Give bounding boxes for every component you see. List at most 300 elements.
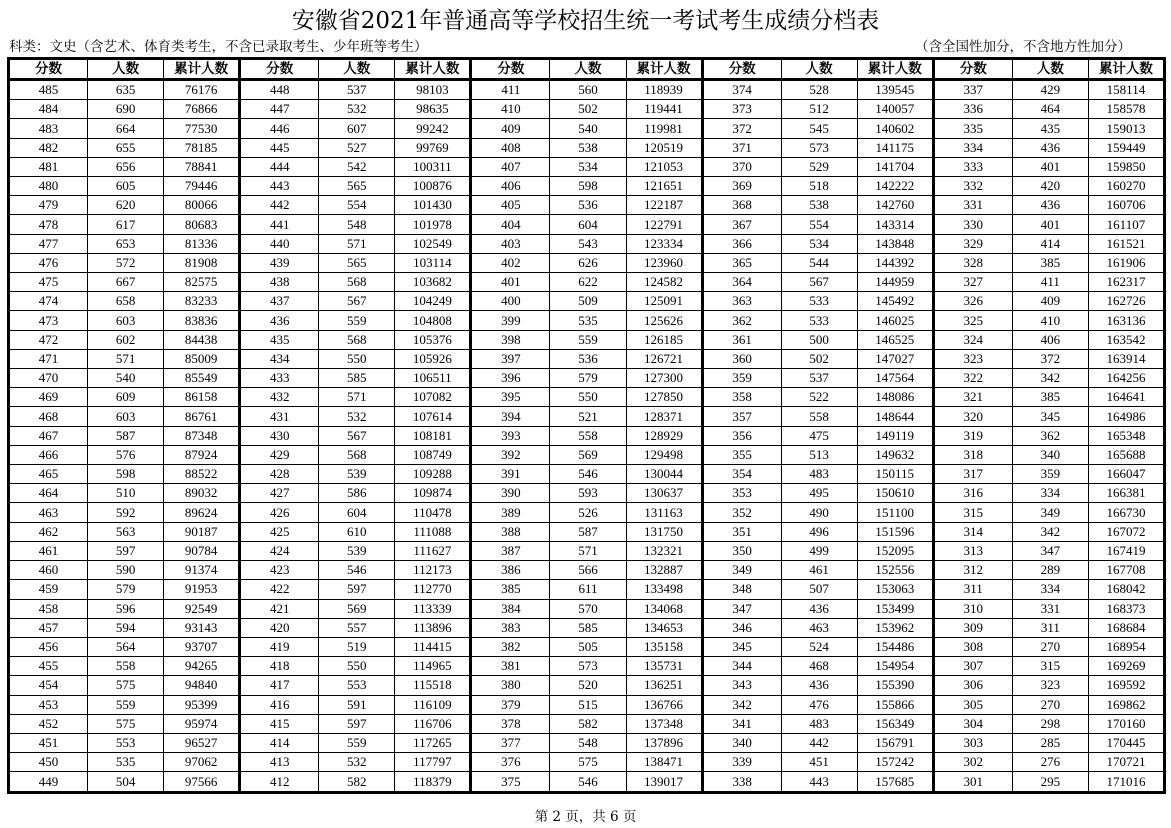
table-row xyxy=(9,196,1165,215)
score-cell: 326 xyxy=(933,292,1012,311)
count-cell: 524 xyxy=(781,637,857,656)
count-cell: 409 xyxy=(1012,292,1088,311)
score-cell: 307 xyxy=(933,657,1012,676)
count-cell: 543 xyxy=(550,234,626,253)
count-cell: 653 xyxy=(88,234,164,253)
score-cell: 435 xyxy=(240,330,319,349)
score-cell: 440 xyxy=(240,234,319,253)
cumulative-cell: 132321 xyxy=(626,541,702,560)
count-cell: 475 xyxy=(781,426,857,445)
score-cell: 368 xyxy=(702,196,781,215)
score-cell: 464 xyxy=(9,484,88,503)
cumulative-cell: 130637 xyxy=(626,484,702,503)
count-cell: 359 xyxy=(1012,465,1088,484)
cumulative-cell: 95399 xyxy=(164,695,240,714)
count-cell: 558 xyxy=(550,426,626,445)
score-cell: 310 xyxy=(933,599,1012,618)
cumulative-cell: 81336 xyxy=(164,234,240,253)
count-cell: 535 xyxy=(88,753,164,772)
score-cell: 404 xyxy=(471,215,550,234)
cumulative-cell: 152556 xyxy=(857,561,933,580)
count-cell: 587 xyxy=(88,426,164,445)
count-cell: 505 xyxy=(550,637,626,656)
cumulative-cell: 168042 xyxy=(1088,580,1164,599)
cumulative-cell: 167072 xyxy=(1088,522,1164,541)
count-cell: 598 xyxy=(88,465,164,484)
count-cell: 510 xyxy=(88,484,164,503)
count-cell: 323 xyxy=(1012,676,1088,695)
count-cell: 532 xyxy=(319,407,395,426)
cumulative-cell: 96527 xyxy=(164,733,240,752)
cumulative-cell: 155390 xyxy=(857,676,933,695)
score-cell: 453 xyxy=(9,695,88,714)
count-cell: 565 xyxy=(319,177,395,196)
cumulative-cell: 166381 xyxy=(1088,484,1164,503)
table-row xyxy=(9,772,1165,793)
cumulative-cell: 171016 xyxy=(1088,772,1164,793)
count-cell: 535 xyxy=(550,311,626,330)
cumulative-cell: 150115 xyxy=(857,465,933,484)
score-cell: 468 xyxy=(9,407,88,426)
cumulative-cell: 169269 xyxy=(1088,657,1164,676)
cumulative-cell: 164641 xyxy=(1088,388,1164,407)
score-cell: 386 xyxy=(471,561,550,580)
score-cell: 461 xyxy=(9,541,88,560)
score-cell: 443 xyxy=(240,177,319,196)
count-cell: 461 xyxy=(781,561,857,580)
score-cell: 316 xyxy=(933,484,1012,503)
count-cell: 311 xyxy=(1012,618,1088,637)
score-cell: 412 xyxy=(240,772,319,793)
count-cell: 565 xyxy=(319,253,395,272)
table-row xyxy=(9,100,1165,119)
score-cell: 347 xyxy=(702,599,781,618)
count-cell: 585 xyxy=(550,618,626,637)
score-cell: 424 xyxy=(240,541,319,560)
score-cell: 399 xyxy=(471,311,550,330)
count-cell: 463 xyxy=(781,618,857,637)
cumulative-cell: 104808 xyxy=(395,311,471,330)
count-cell: 554 xyxy=(781,215,857,234)
header-count-5: 人数 xyxy=(1012,59,1088,80)
count-cell: 410 xyxy=(1012,311,1088,330)
count-cell: 528 xyxy=(781,80,857,100)
score-cell: 355 xyxy=(702,445,781,464)
cumulative-cell: 154954 xyxy=(857,657,933,676)
cumulative-cell: 99769 xyxy=(395,138,471,157)
cumulative-cell: 90784 xyxy=(164,541,240,560)
score-cell: 427 xyxy=(240,484,319,503)
cumulative-cell: 142760 xyxy=(857,196,933,215)
cumulative-cell: 144959 xyxy=(857,273,933,292)
count-cell: 443 xyxy=(781,772,857,793)
score-cell: 371 xyxy=(702,138,781,157)
score-cell: 428 xyxy=(240,465,319,484)
cumulative-cell: 89032 xyxy=(164,484,240,503)
cumulative-cell: 94840 xyxy=(164,676,240,695)
count-cell: 609 xyxy=(88,388,164,407)
score-cell: 367 xyxy=(702,215,781,234)
cumulative-cell: 161521 xyxy=(1088,234,1164,253)
count-cell: 564 xyxy=(88,637,164,656)
cumulative-cell: 137348 xyxy=(626,714,702,733)
cumulative-cell: 79446 xyxy=(164,177,240,196)
score-cell: 400 xyxy=(471,292,550,311)
cumulative-cell: 136766 xyxy=(626,695,702,714)
cumulative-cell: 164256 xyxy=(1088,369,1164,388)
table-row xyxy=(9,349,1165,368)
table-row xyxy=(9,215,1165,234)
cumulative-cell: 80066 xyxy=(164,196,240,215)
count-cell: 385 xyxy=(1012,388,1088,407)
score-cell: 320 xyxy=(933,407,1012,426)
cumulative-cell: 158578 xyxy=(1088,100,1164,119)
count-cell: 519 xyxy=(319,637,395,656)
count-cell: 554 xyxy=(319,196,395,215)
score-cell: 321 xyxy=(933,388,1012,407)
score-cell: 359 xyxy=(702,369,781,388)
cumulative-cell: 167708 xyxy=(1088,561,1164,580)
cumulative-cell: 141175 xyxy=(857,138,933,157)
count-cell: 602 xyxy=(88,330,164,349)
cumulative-cell: 80683 xyxy=(164,215,240,234)
count-cell: 436 xyxy=(781,676,857,695)
score-cell: 420 xyxy=(240,618,319,637)
count-cell: 537 xyxy=(319,80,395,100)
table-row xyxy=(9,253,1165,272)
cumulative-cell: 111627 xyxy=(395,541,471,560)
cumulative-cell: 169862 xyxy=(1088,695,1164,714)
score-cell: 448 xyxy=(240,80,319,100)
page-number: 第 2 页，共 6 页 xyxy=(534,809,637,825)
cumulative-cell: 76866 xyxy=(164,100,240,119)
table-row xyxy=(9,599,1165,618)
count-cell: 372 xyxy=(1012,349,1088,368)
bonus-note: （含全国性加分，不含地方性加分） xyxy=(915,39,1131,55)
count-cell: 546 xyxy=(319,561,395,580)
table-row xyxy=(9,561,1165,580)
cumulative-cell: 167419 xyxy=(1088,541,1164,560)
score-cell: 303 xyxy=(933,733,1012,752)
score-cell: 471 xyxy=(9,349,88,368)
score-distribution-table xyxy=(7,57,1166,794)
cumulative-cell: 115518 xyxy=(395,676,471,695)
count-cell: 533 xyxy=(781,292,857,311)
cumulative-cell: 78841 xyxy=(164,157,240,176)
count-cell: 468 xyxy=(781,657,857,676)
count-cell: 298 xyxy=(1012,714,1088,733)
score-cell: 442 xyxy=(240,196,319,215)
count-cell: 276 xyxy=(1012,753,1088,772)
cumulative-cell: 85549 xyxy=(164,369,240,388)
score-cell: 325 xyxy=(933,311,1012,330)
score-cell: 425 xyxy=(240,522,319,541)
table-row xyxy=(9,138,1165,157)
count-cell: 626 xyxy=(550,253,626,272)
count-cell: 534 xyxy=(781,234,857,253)
score-cell: 346 xyxy=(702,618,781,637)
cumulative-cell: 147564 xyxy=(857,369,933,388)
table-row xyxy=(9,445,1165,464)
table-row xyxy=(9,637,1165,656)
cumulative-cell: 87924 xyxy=(164,445,240,464)
score-cell: 432 xyxy=(240,388,319,407)
score-cell: 433 xyxy=(240,369,319,388)
score-cell: 337 xyxy=(933,80,1012,100)
cumulative-cell: 131750 xyxy=(626,522,702,541)
cumulative-cell: 81908 xyxy=(164,253,240,272)
score-cell: 403 xyxy=(471,234,550,253)
table-row xyxy=(9,426,1165,445)
score-cell: 373 xyxy=(702,100,781,119)
count-cell: 594 xyxy=(88,618,164,637)
cumulative-cell: 118379 xyxy=(395,772,471,793)
score-cell: 302 xyxy=(933,753,1012,772)
cumulative-cell: 119981 xyxy=(626,119,702,138)
count-cell: 342 xyxy=(1012,522,1088,541)
score-cell: 327 xyxy=(933,273,1012,292)
score-cell: 405 xyxy=(471,196,550,215)
count-cell: 518 xyxy=(781,177,857,196)
count-cell: 499 xyxy=(781,541,857,560)
table-row xyxy=(9,177,1165,196)
count-cell: 529 xyxy=(781,157,857,176)
table-row xyxy=(9,503,1165,522)
count-cell: 605 xyxy=(88,177,164,196)
score-cell: 447 xyxy=(240,100,319,119)
cumulative-cell: 107082 xyxy=(395,388,471,407)
count-cell: 597 xyxy=(319,580,395,599)
count-cell: 548 xyxy=(319,215,395,234)
count-cell: 401 xyxy=(1012,215,1088,234)
cumulative-cell: 91953 xyxy=(164,580,240,599)
score-cell: 398 xyxy=(471,330,550,349)
count-cell: 597 xyxy=(88,541,164,560)
count-cell: 607 xyxy=(319,119,395,138)
cumulative-cell: 142222 xyxy=(857,177,933,196)
cumulative-cell: 143314 xyxy=(857,215,933,234)
count-cell: 542 xyxy=(319,157,395,176)
table-row xyxy=(9,388,1165,407)
count-cell: 655 xyxy=(88,138,164,157)
cumulative-cell: 102549 xyxy=(395,234,471,253)
score-cell: 419 xyxy=(240,637,319,656)
score-cell: 384 xyxy=(471,599,550,618)
cumulative-cell: 88522 xyxy=(164,465,240,484)
cumulative-cell: 104249 xyxy=(395,292,471,311)
score-cell: 334 xyxy=(933,138,1012,157)
count-cell: 563 xyxy=(88,522,164,541)
cumulative-cell: 170445 xyxy=(1088,733,1164,752)
cumulative-cell: 138471 xyxy=(626,753,702,772)
cumulative-cell: 148086 xyxy=(857,388,933,407)
cumulative-cell: 109288 xyxy=(395,465,471,484)
count-cell: 591 xyxy=(319,695,395,714)
count-cell: 420 xyxy=(1012,177,1088,196)
count-cell: 592 xyxy=(88,503,164,522)
cumulative-cell: 151100 xyxy=(857,503,933,522)
score-cell: 451 xyxy=(9,733,88,752)
count-cell: 526 xyxy=(550,503,626,522)
count-cell: 567 xyxy=(319,426,395,445)
cumulative-cell: 101978 xyxy=(395,215,471,234)
cumulative-cell: 92549 xyxy=(164,599,240,618)
score-cell: 309 xyxy=(933,618,1012,637)
score-cell: 477 xyxy=(9,234,88,253)
table-row xyxy=(9,580,1165,599)
score-cell: 478 xyxy=(9,215,88,234)
count-cell: 342 xyxy=(1012,369,1088,388)
score-cell: 408 xyxy=(471,138,550,157)
count-cell: 559 xyxy=(319,311,395,330)
score-cell: 335 xyxy=(933,119,1012,138)
cumulative-cell: 114965 xyxy=(395,657,471,676)
score-cell: 391 xyxy=(471,465,550,484)
count-cell: 362 xyxy=(1012,426,1088,445)
score-cell: 378 xyxy=(471,714,550,733)
count-cell: 567 xyxy=(781,273,857,292)
count-cell: 603 xyxy=(88,311,164,330)
cumulative-cell: 127850 xyxy=(626,388,702,407)
header-score-4: 分数 xyxy=(702,59,781,80)
score-cell: 370 xyxy=(702,157,781,176)
cumulative-cell: 103682 xyxy=(395,273,471,292)
header-score-5: 分数 xyxy=(933,59,1012,80)
count-cell: 509 xyxy=(550,292,626,311)
score-cell: 308 xyxy=(933,637,1012,656)
count-cell: 539 xyxy=(319,465,395,484)
header-cumulative-1: 累计人数 xyxy=(164,59,240,80)
score-cell: 411 xyxy=(471,80,550,100)
count-cell: 604 xyxy=(550,215,626,234)
cumulative-cell: 83233 xyxy=(164,292,240,311)
score-cell: 381 xyxy=(471,657,550,676)
score-cell: 357 xyxy=(702,407,781,426)
cumulative-cell: 112770 xyxy=(395,580,471,599)
cumulative-cell: 84438 xyxy=(164,330,240,349)
count-cell: 598 xyxy=(550,177,626,196)
count-cell: 522 xyxy=(781,388,857,407)
table-row xyxy=(9,733,1165,752)
cumulative-cell: 146525 xyxy=(857,330,933,349)
score-cell: 306 xyxy=(933,676,1012,695)
cumulative-cell: 156349 xyxy=(857,714,933,733)
count-cell: 270 xyxy=(1012,695,1088,714)
cumulative-cell: 124582 xyxy=(626,273,702,292)
cumulative-cell: 159449 xyxy=(1088,138,1164,157)
score-cell: 415 xyxy=(240,714,319,733)
score-cell: 376 xyxy=(471,753,550,772)
cumulative-cell: 162317 xyxy=(1088,273,1164,292)
header-cumulative-4: 累计人数 xyxy=(857,59,933,80)
score-cell: 324 xyxy=(933,330,1012,349)
cumulative-cell: 113896 xyxy=(395,618,471,637)
count-cell: 513 xyxy=(781,445,857,464)
score-cell: 358 xyxy=(702,388,781,407)
cumulative-cell: 129498 xyxy=(626,445,702,464)
cumulative-cell: 170721 xyxy=(1088,753,1164,772)
score-cell: 467 xyxy=(9,426,88,445)
cumulative-cell: 128929 xyxy=(626,426,702,445)
score-cell: 463 xyxy=(9,503,88,522)
count-cell: 411 xyxy=(1012,273,1088,292)
score-cell: 348 xyxy=(702,580,781,599)
score-cell: 332 xyxy=(933,177,1012,196)
table-row xyxy=(9,618,1165,637)
cumulative-cell: 78185 xyxy=(164,138,240,157)
count-cell: 610 xyxy=(319,522,395,541)
cumulative-cell: 82575 xyxy=(164,273,240,292)
cumulative-cell: 160706 xyxy=(1088,196,1164,215)
score-cell: 457 xyxy=(9,618,88,637)
count-cell: 550 xyxy=(550,388,626,407)
count-cell: 436 xyxy=(1012,138,1088,157)
score-cell: 338 xyxy=(702,772,781,793)
cumulative-cell: 140057 xyxy=(857,100,933,119)
cumulative-cell: 168954 xyxy=(1088,637,1164,656)
cumulative-cell: 162726 xyxy=(1088,292,1164,311)
count-cell: 548 xyxy=(550,733,626,752)
score-cell: 354 xyxy=(702,465,781,484)
count-cell: 406 xyxy=(1012,330,1088,349)
cumulative-cell: 121053 xyxy=(626,157,702,176)
table-header-row xyxy=(9,59,1165,80)
count-cell: 557 xyxy=(319,618,395,637)
count-cell: 536 xyxy=(550,349,626,368)
cumulative-cell: 100311 xyxy=(395,157,471,176)
score-cell: 445 xyxy=(240,138,319,157)
cumulative-cell: 120519 xyxy=(626,138,702,157)
score-cell: 414 xyxy=(240,733,319,752)
cumulative-cell: 155866 xyxy=(857,695,933,714)
count-cell: 429 xyxy=(1012,80,1088,100)
cumulative-cell: 154486 xyxy=(857,637,933,656)
cumulative-cell: 153499 xyxy=(857,599,933,618)
score-cell: 328 xyxy=(933,253,1012,272)
count-cell: 593 xyxy=(550,484,626,503)
cumulative-cell: 148644 xyxy=(857,407,933,426)
cumulative-cell: 118939 xyxy=(626,80,702,100)
count-cell: 582 xyxy=(319,772,395,793)
cumulative-cell: 76176 xyxy=(164,80,240,100)
cumulative-cell: 125091 xyxy=(626,292,702,311)
table-row xyxy=(9,292,1165,311)
cumulative-cell: 122187 xyxy=(626,196,702,215)
count-cell: 596 xyxy=(88,599,164,618)
score-cell: 314 xyxy=(933,522,1012,541)
count-cell: 401 xyxy=(1012,157,1088,176)
cumulative-cell: 160270 xyxy=(1088,177,1164,196)
count-cell: 340 xyxy=(1012,445,1088,464)
count-cell: 611 xyxy=(550,580,626,599)
cumulative-cell: 128371 xyxy=(626,407,702,426)
count-cell: 576 xyxy=(88,445,164,464)
count-cell: 347 xyxy=(1012,541,1088,560)
count-cell: 532 xyxy=(319,753,395,772)
cumulative-cell: 149119 xyxy=(857,426,933,445)
score-cell: 360 xyxy=(702,349,781,368)
score-cell: 465 xyxy=(9,465,88,484)
count-cell: 285 xyxy=(1012,733,1088,752)
cumulative-cell: 135158 xyxy=(626,637,702,656)
score-cell: 450 xyxy=(9,753,88,772)
count-cell: 483 xyxy=(781,465,857,484)
score-cell: 423 xyxy=(240,561,319,580)
cumulative-cell: 116706 xyxy=(395,714,471,733)
score-cell: 304 xyxy=(933,714,1012,733)
table-row xyxy=(9,273,1165,292)
count-cell: 571 xyxy=(88,349,164,368)
